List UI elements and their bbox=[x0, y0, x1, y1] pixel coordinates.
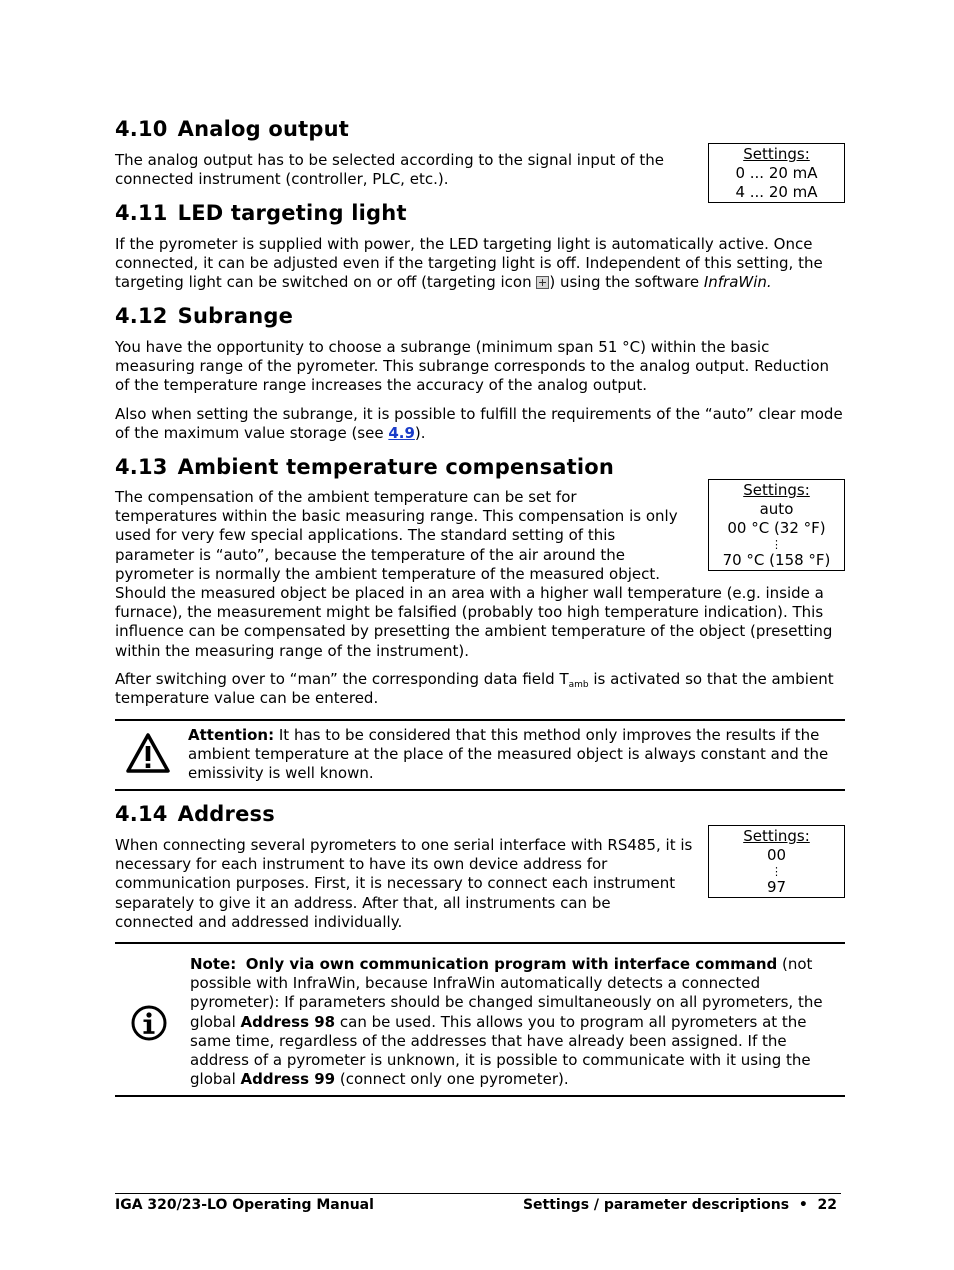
subrange-paragraph-2: Also when setting the subrange, it is possible to fulfill the requirements of the “auto” clear mode of the maximum value storage (see 4.9). bbox=[115, 405, 843, 443]
section-number: 4.14 bbox=[115, 802, 168, 826]
heading-4-14 bbox=[115, 801, 275, 827]
settings-heading: Settings: bbox=[743, 827, 810, 845]
section-link-4-9[interactable]: 4.9 bbox=[388, 424, 415, 443]
section-title: LED targeting light bbox=[177, 201, 407, 225]
settings-heading: Settings: bbox=[743, 145, 810, 163]
section-number: 4.11 bbox=[115, 201, 168, 225]
note-text: Note: Only via own communication program with interface command (not possible with InfraWin, because InfraWin automatically detects a connected pyrometer): If parameters should be changed simultaneously on all pyrometers, the global Address 98 can be used. This allows you to program all pyrometers at the same time, regardless of the addresses that have already been assigned. If the address of a pyrometer is unknown, it is possible to communicate with it using the global Address 99 (connect only one pyrometer). bbox=[190, 955, 823, 1089]
note-top-rule bbox=[115, 942, 845, 944]
footer-manual-title: IGA 320/23-LO Operating Manual bbox=[115, 1197, 374, 1213]
footer-rule bbox=[115, 1193, 841, 1194]
note-bottom-rule bbox=[115, 1095, 845, 1097]
vertical-ellipsis: ⋮ bbox=[771, 865, 782, 878]
attention-bottom-rule bbox=[115, 789, 845, 791]
info-icon bbox=[130, 1004, 168, 1042]
page-number: 22 bbox=[817, 1197, 837, 1213]
attention-text: Attention: It has to be considered that this method only improves the results if the ambient temperature at the place of the measured object is always constant and the emissivity is well known. bbox=[188, 726, 829, 783]
vertical-ellipsis: ⋮ bbox=[771, 538, 782, 551]
section-number: 4.10 bbox=[115, 117, 168, 141]
ambient-paragraph-2: After switching over to “man” the corresponding data field $T_{amb}$ is activated so that the ambient temperature value can be entered. bbox=[115, 670, 834, 708]
settings-option: 00 bbox=[766, 846, 787, 864]
settings-option: 70 °C (158 °F) bbox=[722, 551, 831, 569]
heading-4-11 bbox=[115, 200, 407, 226]
settings-box-analog-output bbox=[708, 143, 845, 203]
settings-option: auto bbox=[759, 500, 794, 518]
led-targeting-paragraph: If the pyrometer is supplied with power, the LED targeting light is automatically active. Once connected, it can be adjusted even if the targeting light is off. Independent of this setting, the targeting light can be switched on or off (targeting icon ) using the software InfraWin. bbox=[115, 235, 823, 292]
section-title: Subrange bbox=[177, 304, 294, 328]
settings-option: 4 ... 20 mA bbox=[735, 183, 818, 201]
section-title: Ambient temperature compensation bbox=[177, 455, 615, 479]
address-paragraph: When connecting several pyrometers to one serial interface with RS485, it is necessary for each instrument to have its own device address for communication purposes. First, it is necessary to connect each instrument separately to give it an address. After that, all instruments can be connected and addressed individually. bbox=[115, 836, 693, 931]
analog-output-paragraph: The analog output has to be selected according to the signal input of the connected instrument (controller, PLC, etc.). bbox=[115, 151, 664, 189]
settings-option: 00 °C (32 °F) bbox=[727, 519, 826, 537]
section-title: Analog output bbox=[177, 117, 350, 141]
footer-bullet: • bbox=[798, 1197, 808, 1213]
heading-4-12 bbox=[115, 303, 293, 329]
settings-heading: Settings: bbox=[743, 481, 810, 499]
attention-top-rule bbox=[115, 719, 845, 721]
heading-4-13 bbox=[115, 454, 614, 480]
settings-box-address bbox=[708, 825, 845, 898]
section-number: 4.13 bbox=[115, 455, 168, 479]
section-number: 4.12 bbox=[115, 304, 168, 328]
software-name: InfraWin. bbox=[703, 273, 772, 292]
subrange-paragraph-1: You have the opportunity to choose a subrange (minimum span 51 °C) within the basic measuring range of the pyrometer. This subrange corresponds to the analog output. Reduction of the temperature range increases the accuracy of the analog output. bbox=[115, 338, 830, 395]
footer-section-info: Settings / parameter descriptions • 22 bbox=[522, 1197, 837, 1213]
warning-icon bbox=[126, 732, 170, 774]
targeting-icon bbox=[536, 276, 549, 289]
heading-4-10 bbox=[115, 116, 349, 142]
settings-option: 0 ... 20 mA bbox=[735, 164, 818, 182]
ambient-paragraph-1: The compensation of the ambient temperature can be set for temperatures within the basic measuring range. This compensation is only used for very few special applications. The standard setting of this parameter is “auto”, because the temperature of the air around the pyrometer is normally the ambient temperature of the measured object. Should the measured object be placed in an area with a higher wall temperature (e.g. inside a furnace), the measurement might be falsified (probably too high temperature indication). This influence can be compensated by presetting the ambient temperature of the object (presetting within the measuring range of the instrument). bbox=[115, 488, 833, 660]
section-title: Address bbox=[177, 802, 275, 826]
settings-option: 97 bbox=[766, 878, 787, 896]
